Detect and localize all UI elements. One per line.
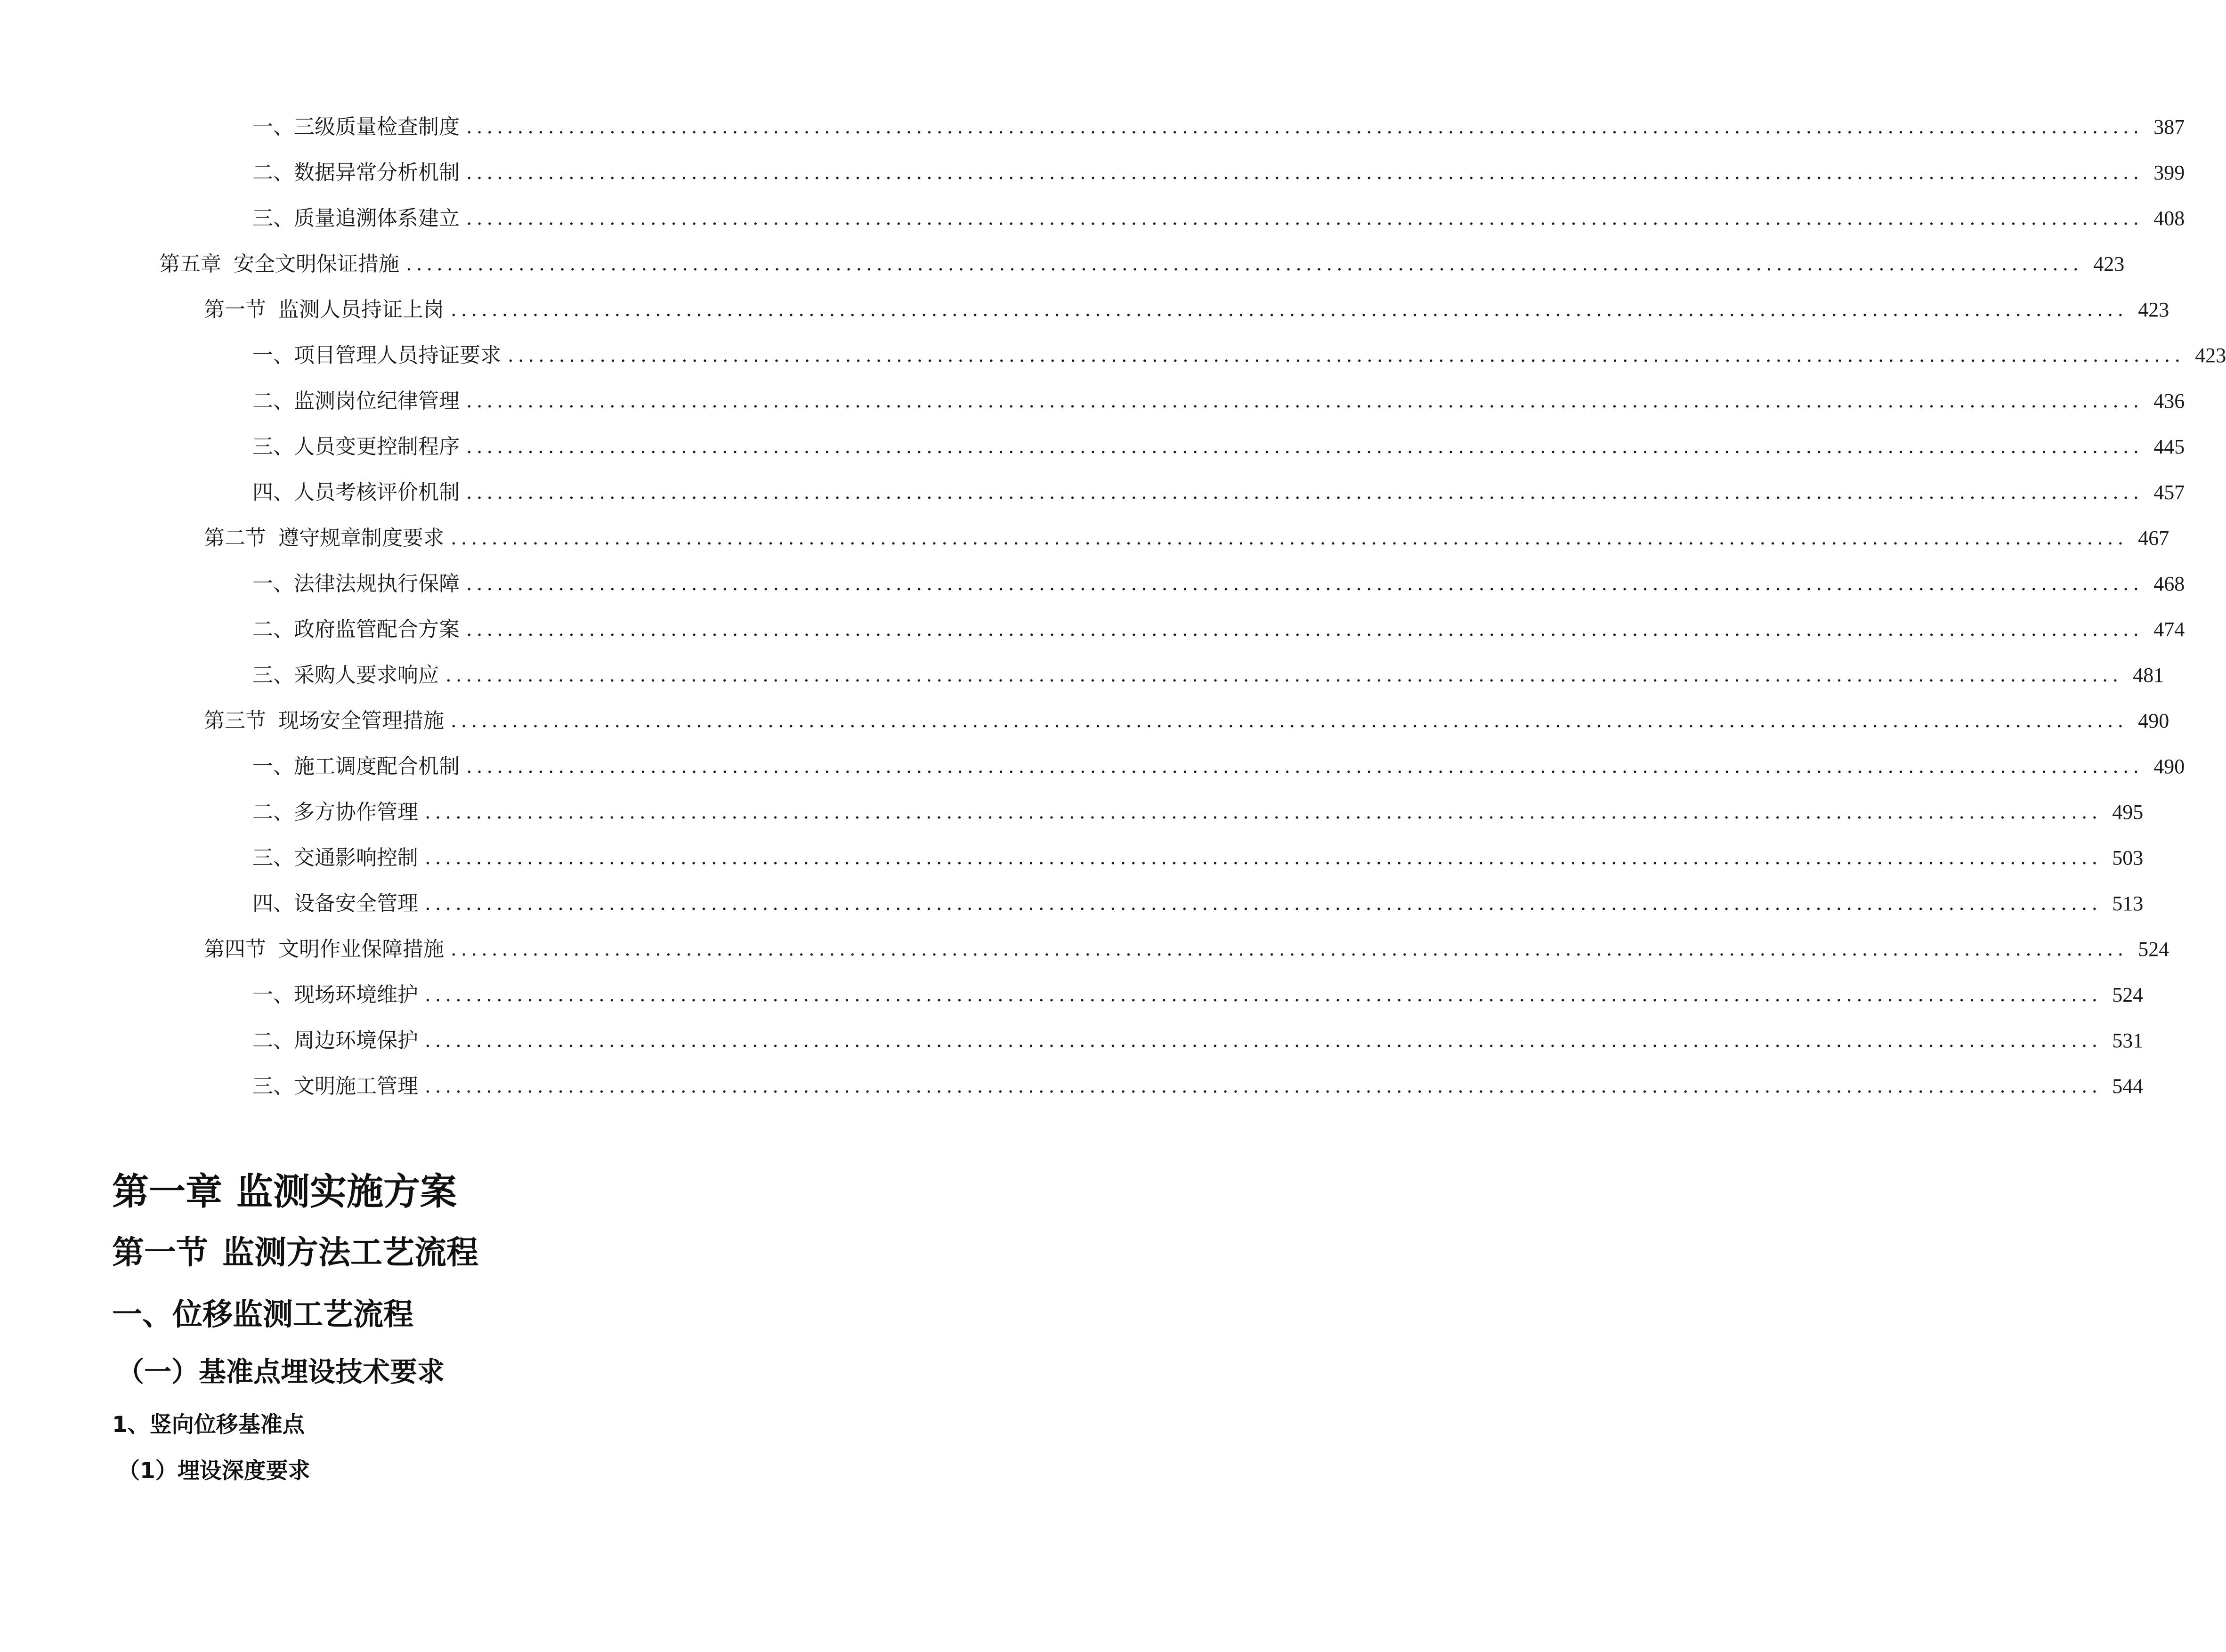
toc-page-number: 445 xyxy=(2153,435,2185,458)
toc-section-number: 第三节 xyxy=(204,709,266,733)
toc-page-number: 531 xyxy=(2112,1029,2144,1052)
chapter-heading-number: 第一章 xyxy=(112,1171,223,1213)
toc-item-number: 二、 xyxy=(252,1028,294,1053)
toc-page-number: 490 xyxy=(2153,755,2185,778)
toc-row-section[interactable] xyxy=(204,702,2169,740)
toc-row-chapter[interactable] xyxy=(159,245,2125,283)
toc-page-number: 474 xyxy=(2153,618,2185,641)
toc-dot-leader: .................................................................................................................................................................... xyxy=(425,1076,2102,1097)
toc-item-title: 三级质量检查制度 xyxy=(294,115,460,139)
toc-item-title: 人员考核评价机制 xyxy=(294,480,460,504)
toc-item-number: 一、 xyxy=(252,754,294,778)
toc-item-number: 二、 xyxy=(252,800,294,824)
toc-dot-leader: .................................................................................................................................................................... xyxy=(466,162,2144,184)
toc-section-number: 第四节 xyxy=(204,937,266,961)
toc-item-title: 现场环境维护 xyxy=(294,983,418,1007)
toc-item-title: 项目管理人员持证要求 xyxy=(294,343,501,367)
toc-item-title: 数据异常分析机制 xyxy=(294,161,460,185)
toc-item-number: 一、 xyxy=(252,572,294,596)
toc-chapter-number: 第五章 xyxy=(159,252,221,276)
toc-page-number: 468 xyxy=(2153,572,2185,595)
subitem-heading: 1、竖向位移基准点 xyxy=(112,1412,305,1438)
toc-item-title: 采购人要求响应 xyxy=(294,663,439,687)
toc-row[interactable] xyxy=(252,976,2144,1014)
toc-item-number: 三、 xyxy=(252,206,294,230)
toc-item-title: 人员变更控制程序 xyxy=(294,435,460,459)
toc-item-number: 四、 xyxy=(252,891,294,915)
toc-page-number: 436 xyxy=(2153,389,2185,413)
toc-dot-leader: .................................................................................................................................................................... xyxy=(466,436,2144,458)
subsubitem-heading: （1）埋设深度要求 xyxy=(118,1458,310,1484)
toc-item-number: 三、 xyxy=(252,846,294,870)
toc-page-number: 503 xyxy=(2112,846,2144,869)
toc-dot-leader: .................................................................................................................................................................... xyxy=(508,345,2185,366)
toc-dot-leader: .................................................................................................................................................................... xyxy=(466,116,2144,138)
toc-item-number: 二、 xyxy=(252,389,294,413)
toc-page-number: 423 xyxy=(2195,344,2226,367)
toc-item-title: 法律法规执行保障 xyxy=(294,572,460,596)
section-heading-number: 第一节 xyxy=(112,1234,209,1271)
toc-item-number: 二、 xyxy=(252,617,294,641)
toc-item-title: 周边环境保护 xyxy=(294,1028,418,1053)
toc-item-number: 一、 xyxy=(252,983,294,1007)
toc-row-section[interactable] xyxy=(204,519,2169,557)
item-heading: （一）基准点埋设技术要求 xyxy=(117,1356,445,1388)
toc-item-number: 三、 xyxy=(252,435,294,459)
toc-item-number: 一、 xyxy=(252,115,294,139)
section-heading xyxy=(112,1227,478,1273)
toc-dot-leader: .................................................................................................................................................................... xyxy=(466,482,2144,503)
toc-row[interactable] xyxy=(252,428,2185,466)
toc-dot-leader: .................................................................................................................................................................... xyxy=(425,1030,2102,1052)
toc-item-number: 三、 xyxy=(252,1074,294,1098)
toc-item-title: 质量追溯体系建立 xyxy=(294,206,460,230)
toc-dot-leader: .................................................................................................................................................................... xyxy=(451,710,2128,732)
section-heading-title: 监测方法工艺流程 xyxy=(222,1234,479,1271)
toc-dot-leader: .................................................................................................................................................................... xyxy=(466,390,2144,412)
toc-row[interactable] xyxy=(252,748,2185,786)
toc-dot-leader: .................................................................................................................................................................... xyxy=(466,573,2144,595)
toc-row[interactable] xyxy=(252,154,2185,192)
toc-row[interactable] xyxy=(252,611,2185,648)
toc-row[interactable] xyxy=(252,108,2185,146)
toc-item-title: 交通影响控制 xyxy=(294,846,418,870)
toc-section-title: 文明作业保障措施 xyxy=(278,937,444,961)
toc-dot-leader: .................................................................................................................................................................... xyxy=(466,619,2144,640)
toc-item-number: 一、 xyxy=(252,343,294,367)
toc-section-number: 第二节 xyxy=(204,526,266,550)
toc-item-title: 多方协作管理 xyxy=(294,800,418,824)
toc-page-number: 524 xyxy=(2138,938,2169,961)
toc-item-title: 政府监管配合方案 xyxy=(294,617,460,641)
toc-row[interactable] xyxy=(252,794,2144,831)
toc-row[interactable] xyxy=(252,885,2144,923)
toc-page-number: 399 xyxy=(2153,161,2185,184)
toc-dot-leader: .................................................................................................................................................................... xyxy=(425,802,2102,823)
toc-chapter-title: 安全文明保证措施 xyxy=(234,252,399,276)
toc-row[interactable] xyxy=(252,565,2185,603)
toc-page-number: 467 xyxy=(2138,526,2169,550)
toc-page-number: 457 xyxy=(2153,481,2185,504)
toc-page-number: 481 xyxy=(2133,664,2164,687)
toc-page-number: 423 xyxy=(2138,298,2169,321)
toc-row-section[interactable] xyxy=(204,291,2169,329)
toc-dot-leader: .................................................................................................................................................................... xyxy=(466,208,2144,229)
toc-row-section[interactable] xyxy=(204,931,2169,968)
toc-row[interactable] xyxy=(252,200,2185,237)
toc-row[interactable] xyxy=(252,656,2164,694)
toc-dot-leader: .................................................................................................................................................................... xyxy=(425,847,2102,869)
toc-item-title: 文明施工管理 xyxy=(294,1074,418,1098)
toc-row[interactable] xyxy=(252,839,2144,877)
toc-section-number: 第一节 xyxy=(204,298,266,322)
toc-dot-leader: .................................................................................................................................................................... xyxy=(451,299,2128,321)
toc-item-title: 设备安全管理 xyxy=(294,891,418,915)
toc-page-number: 495 xyxy=(2112,801,2144,824)
toc-section-title: 监测人员持证上岗 xyxy=(278,298,444,322)
toc-row[interactable] xyxy=(252,1068,2144,1105)
toc-row[interactable] xyxy=(252,382,2185,420)
toc-page-number: 513 xyxy=(2112,892,2144,915)
toc-dot-leader: .................................................................................................................................................................... xyxy=(466,756,2144,777)
toc-item-number: 三、 xyxy=(252,663,294,687)
toc-section-title: 现场安全管理措施 xyxy=(278,709,444,733)
toc-dot-leader: .................................................................................................................................................................... xyxy=(425,893,2102,915)
toc-page-number: 408 xyxy=(2153,207,2185,230)
toc-page-number: 544 xyxy=(2112,1075,2144,1098)
toc-row[interactable] xyxy=(252,1022,2144,1060)
toc-row[interactable] xyxy=(252,337,2226,374)
toc-dot-leader: .................................................................................................................................................................... xyxy=(451,939,2128,960)
toc-page-number: 387 xyxy=(2153,115,2185,138)
toc-row[interactable] xyxy=(252,474,2185,511)
toc-page-number: 524 xyxy=(2112,983,2144,1006)
toc-item-number: 四、 xyxy=(252,480,294,504)
chapter-heading xyxy=(112,1162,457,1215)
toc-section-title: 遵守规章制度要求 xyxy=(278,526,444,550)
subsection-heading: 一、位移监测工艺流程 xyxy=(112,1297,413,1332)
chapter-heading-title: 监测实施方案 xyxy=(236,1171,457,1213)
toc-dot-leader: .................................................................................................................................................................... xyxy=(451,527,2128,549)
toc-page-number: 423 xyxy=(2093,252,2125,275)
toc-dot-leader: .................................................................................................................................................................... xyxy=(425,984,2102,1006)
toc-item-number: 二、 xyxy=(252,161,294,185)
toc-item-title: 监测岗位纪律管理 xyxy=(294,389,460,413)
toc-dot-leader: .................................................................................................................................................................... xyxy=(406,253,2083,275)
toc-dot-leader: .................................................................................................................................................................... xyxy=(445,664,2123,686)
toc-page-number: 490 xyxy=(2138,709,2169,732)
toc-item-title: 施工调度配合机制 xyxy=(294,754,460,778)
